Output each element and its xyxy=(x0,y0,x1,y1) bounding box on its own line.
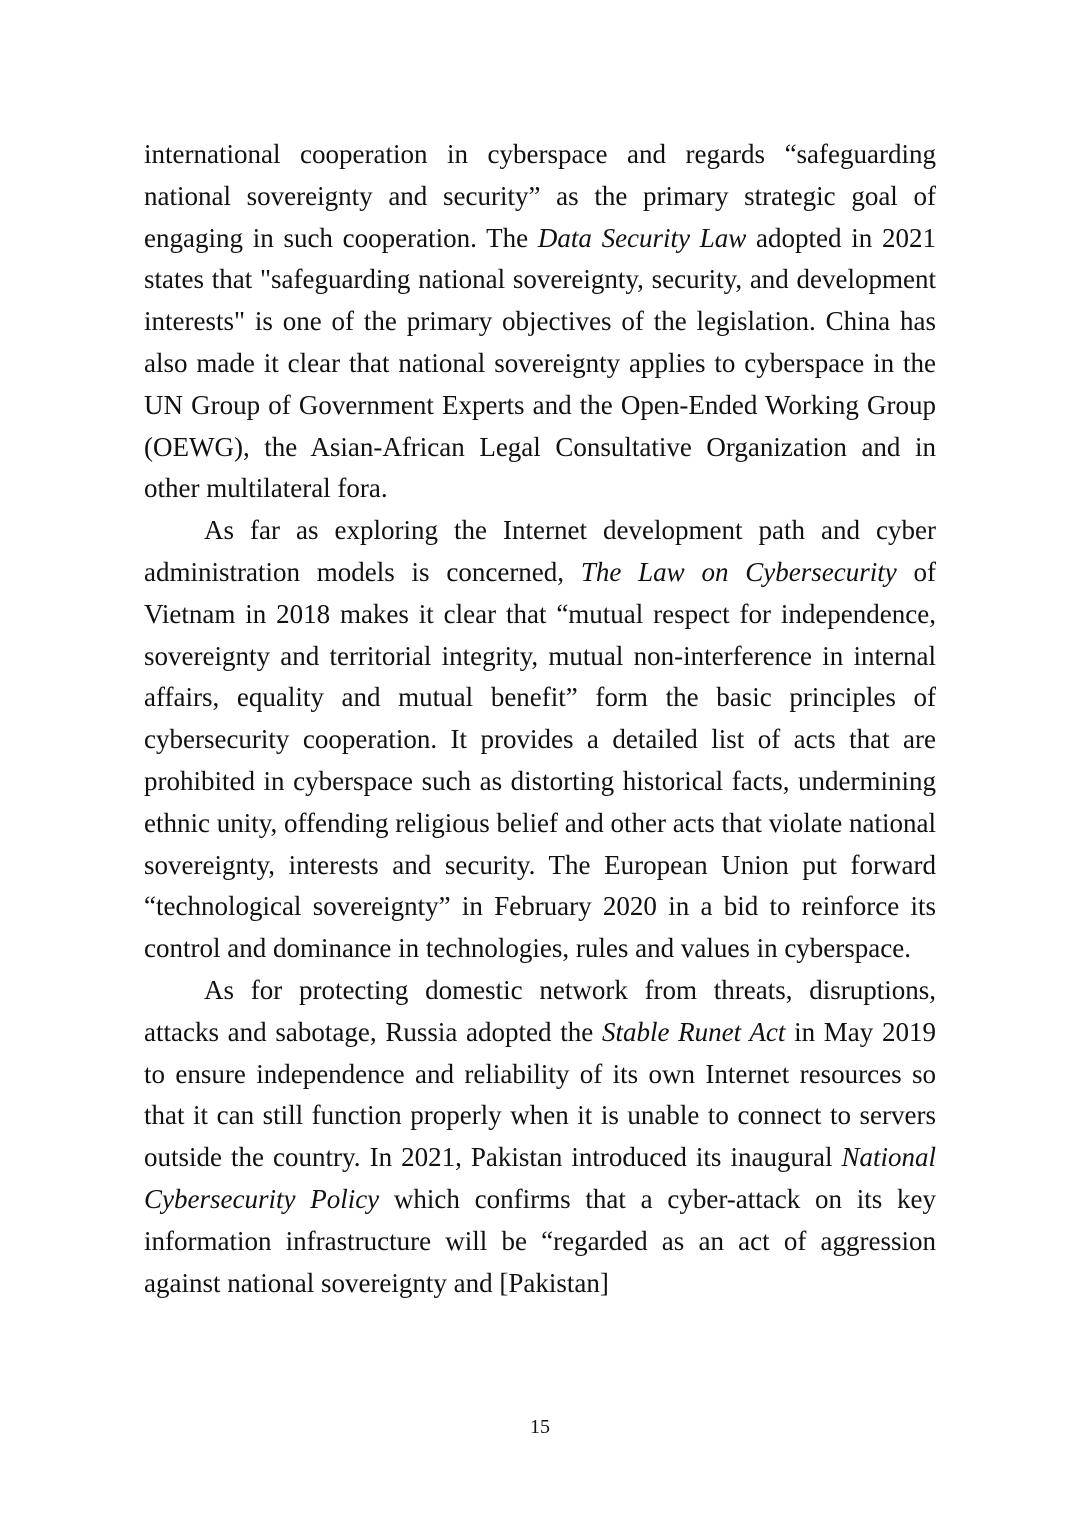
paragraph-3-italic-title: Stable Runet Act xyxy=(601,1016,786,1047)
paragraph-3 xyxy=(144,970,936,1304)
paragraph-2-text: As far as exploring the Internet development path and cyber administration models is concerned, xyxy=(144,515,936,587)
paragraph-1-text: international cooperation in cyberspace and regards “safeguarding national sovereignty and security” as the primary strategic goal of engaging in such cooperation. The xyxy=(144,139,936,253)
paragraph-3-italic-title: National Cybersecurity Policy xyxy=(144,1142,936,1214)
paragraph-3-text: in May 2019 to ensure independence and reliability of its own Internet resources so that it can still function properly when it is unable to connect to servers outside the country. In 2021, Pakistan introduced its inaugural xyxy=(144,1016,936,1173)
page-number: 15 xyxy=(530,1416,550,1438)
paragraph-3-text: As for protecting domestic network from threats, disruptions, attacks and sabotage, Russia adopted the xyxy=(144,974,936,1047)
paragraph-1-italic-title: Data Security Law xyxy=(537,222,747,253)
paragraph-2-text: of Vietnam in 2018 makes it clear that “mutual respect for independence, sovereignty and territorial integrity, mutual non-interference in internal affairs, equality and mutual benefit” form the basic principles of cybersecurity cooperation. It provides a detailed list of acts that are prohibited in cyberspace such as distorting historical facts, undermining ethnic unity, offending religious belief and other acts that violate national sovereignty, interests and security. The European Union put forward “technological sovereignty” in February 2020 in a bid to reinforce its control and dominance in technologies, rules and values in cyberspace. xyxy=(144,556,937,964)
paragraph-1-text: adopted in 2021 states that "safeguarding national sovereignty, security, and development interests" is one of the primary objectives of the legislation. China has also made it clear that national sovereignty applies to cyberspace in the UN Group of Government Experts and the Open-Ended Working Group (OEWG), the Asian-African Legal Consultative Organization and in other multilateral fora. xyxy=(144,222,936,504)
paragraph-2 xyxy=(144,510,936,970)
paragraph-3-text: which confirms that a cyber-attack on its key information infrastructure will be “regarded as an act of aggression against national sovereignty and [Pakistan] xyxy=(144,1183,936,1298)
page-body xyxy=(144,134,936,1304)
paragraph-1 xyxy=(144,134,936,510)
paragraph-2-italic-title: The Law on Cybersecurity xyxy=(580,556,897,587)
